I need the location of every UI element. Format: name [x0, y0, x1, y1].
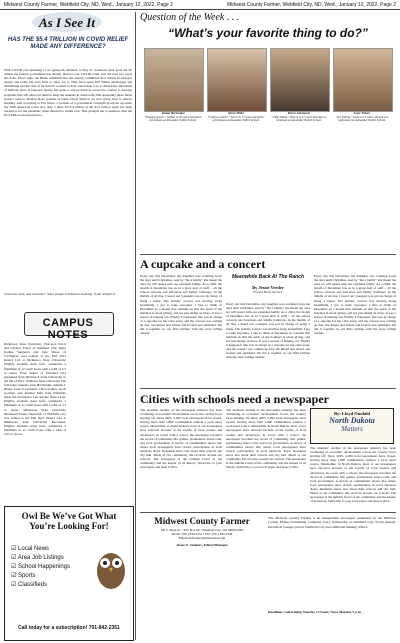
ad-title: Owl Be We’ve Got What You’re Looking For! [21, 511, 117, 531]
masthead-blurb: The Midwest County Farmer is an independent newspaper published by the Midwest County Farmer Publishing Company every Wednesday at Webfield City, North Dakota. Periodical postage paid at Webfield City and additional mailing offices. [268, 516, 396, 529]
question-of-week [140, 12, 396, 252]
header-right: Midwest County Farmer, Webfield City, ND, Wed., January 12, 2022, Page 2 [227, 2, 396, 8]
campus-notes-banner [4, 310, 132, 341]
logo-sub: Matters [341, 425, 363, 433]
editorial-footer: Until next week, and remember: Some people will believe anything, if you whisper it. [4, 292, 116, 296]
question-kicker: Question of the Week . . . [140, 12, 240, 23]
editorial-headline: HAS THE $5.4 TRILLION IN COVID RELIEF MADE ANY DIFFERENCE? [7, 37, 129, 50]
caption-1: Jordan Hernandez “Playing sports.” Jordan is 18 years old and is a freshman at Alexander Public School. [144, 112, 202, 123]
column-body-1: Every day this December, my daughter was counting down the days until Christmas. And by “the a family” she meant the ones we will spend with our extended family. As a child, the month of December has us in a great deal of stuff – all the school concerts and functions and family traditions. In the middle of all that, I heard our youngest was put in charge of being a baker. The holiday concert was moving along beautifully. I got to bake cupcakes. I like to think of December as a month that reminds us that the spirit of the holidays is about giving, and not just taking on more. It was a season of helping out. Finally it happened. She was in charge of a cupcake for her class party, and the concert was coming up fast. We mixed and stirred and frosted and sprinkled. We did it together, in our little kitchen with the snow falling outside. [140, 274, 222, 336]
column-divider [135, 12, 136, 640]
question-title: “What’s your favorite thing to do?” [168, 26, 368, 40]
column-body-3: Every day this December, my daughter was counting down the days until Christmas. And by “the a family” she meant the ones we will spend with our extended family. As a child, the month of December has us in a great deal of stuff – all the school concerts and functions and family traditions. In the middle of all that, I heard our youngest was put in charge of being a baker. The holiday concert was moving along beautifully. I got to bake cupcakes. I like to think of December as a month that reminds us that the spirit of the holidays is about giving, and not just taking on more. It was a season of helping out. Finally it happened. She was in charge of a cupcake for her class party, and the concert was coming up fast. We mixed and stirred and frosted and sprinkled. We did it together, in our little kitchen with the snow falling outside. [314, 274, 396, 336]
logo-title: North Dakota [329, 416, 375, 425]
photo-3 [270, 48, 330, 112]
subscription-ad [4, 506, 134, 641]
ad-item: ☑ Local News [11, 546, 50, 552]
owl-icon [93, 543, 129, 593]
ad-footer: Call today for a subscription! 701-842-2351 [18, 625, 120, 631]
campus-notes-body-2 [70, 342, 132, 502]
photo-4 [333, 48, 393, 112]
page-header [0, 0, 400, 10]
masthead-address: 126 S. Main St. • P.O. Box 89 • Webfield City, ND 58854-0097 [160, 528, 244, 532]
masthead-box [140, 516, 264, 636]
column-byline [226, 274, 310, 294]
ad-item: ☑ Sports [11, 573, 36, 579]
cities-headline: Cities with schools need a newspaper [140, 392, 330, 406]
column-body-2: Every day this December, my daughter was counting down the days until Christmas. And by “the a family” she meant the ones we will spend with our extended family. As a child, the month of December has us in a great deal of stuff – all the school concerts and functions and family traditions. In the middle of all that, I heard our youngest was put in charge of being a baker. The holiday concert was moving along beautifully. I got to bake cupcakes. I like to think of December as a month that reminds us that the spirit of the holidays is about giving, and not just taking on more. It was a season of helping out. Finally it happened. She was in charge of a cupcake for her class party, and the concert was coming up fast. We mixed and stirred and frosted and sprinkled. We did it together, in our little kitchen with the snow falling outside. [226, 302, 310, 360]
masthead-phone: Phone: (701) 842-2351 • Fax: (701) 842-4346 [171, 532, 233, 536]
header-left: Midwest County Farmer, Webfield City, ND, Wed., January 12, 2022, Page 2 [4, 2, 173, 8]
caption-3: Kierra Johannsen “I like hiking.” Kierra is 15 years old and is a freshman at Alexander Public School. [271, 112, 327, 123]
caption-2: Sierra Miller “Listen to music.” Sierra is 17 years old and is a freshman at Alexander Public School. [207, 112, 265, 123]
campus-notes-title: CAMPUS NOTES [42, 317, 94, 341]
photo-2 [207, 48, 267, 112]
ad-list [11, 545, 95, 590]
cities-byline: By: Lloyd Omdahl [333, 411, 370, 416]
byline-title: Meanwhile Back At The Ranch [231, 274, 305, 280]
cities-body-3: The dramatic decline of the newspaper industry has been continuing as economic development across the country faces holding off. Since 2005, 2,200 local newspapers have closed, leaving more than 1,800 communities without a local news source. Meanwhile, in North Dakota, most of our newspapers have survived because of the loyalty of local readers and advertisers. In towns with a school, the newspaper becomes the record of community life: games, graduations, honor rolls, and local government. A survey of communities shows that where local newspapers have closed, participation in local elections drops. Residents know less about their schools and city hall. Much of our community life revolves around our schools. The newspaper is the bulletin board of the community and the keeper of its history. Subscribe to your local paper and keep it alive. [310, 446, 396, 504]
masthead-staff: Jessie N. Sanders, Editor/Manager [176, 543, 228, 547]
masthead-deadline: Deadlines: Advertising Tuesday 12 Noon; News Monday 5 p.m. [268, 610, 362, 614]
photo-1 [144, 48, 204, 112]
editorial-body: With COVID rate upticking to its spring-ish numbers, it may be wondered what good the $5 trillion the federal government has already plowed over COVID relief over the past two years has done. That’s right, the Biden administration has already committed $5.4 trillion in taxpayer money and really has very little to show for it. They have spent $70 billion developing and distributing test kits that as far haven’t worked to have found their way to Americans. Hundreds of millions more in taxpayer money has gone to school districts across the country to develop programs that will allow for them to keep the students in classrooms. But apparently those funds weren’t used to develop those systems as some school districts are now going back to remote learning. And according to Fox News, a website of a government oversight group set up under the 2020 American Cares Act, only a mere $155.4 billion of the $5.4 trillion spent has been tracked as for the pandemic when directed to health care. That prompts me to question what the $5.4 trillion was invested in... [4, 68, 132, 118]
caption-4: Isaac Wilson “Ice fishing.” Isaac is 15 years old and is a sophomore at Alexander Public School. [335, 112, 389, 123]
masthead-email: Email: mcfarmer@midwestnd.com [178, 536, 226, 540]
ad-item: ☑ School Happenings [11, 564, 71, 570]
editorial-kicker: As I See It [39, 15, 95, 30]
editorial-kicker-box [4, 12, 132, 34]
byline-sub: Forum News Service [253, 290, 283, 294]
divider-line [140, 388, 396, 389]
divider-line [140, 512, 396, 513]
ad-item: ☑ Area Job Listings [11, 555, 64, 561]
ad-item: ☑ Classifieds [11, 582, 48, 588]
campus-notes-body-1: Dickinson State University Princeton Davis and Lindsay Potter of Webfield City, Riley Kadlee Vanguard and Jade Wiese of Carrington were named to the Fall 2021 Dean’s List at Dickinson State University. Eligible students must have completed a minimum of 12 credit hours with a GPA of 3.5 or better. Evan Peltier of Webfield City graduated from Dickinson State University in the fall of 2021. Williston State University The following students from Hatchridge, Amelia J. Burke, Josie Jo Gerhardt, Chloe Soulier, Jacob Gorham, and Jennifer Pahl from Webfield, made the President’s List and the Dean’s List. Eligible students must have completed a minimum of 12 credit hours with a GPA of 3.5 or better. Minnesota State University Moorhead Tanner Skartvedt of Webfield City was named to the Fall 2021 Dean’s List at Minnesota State University Moorhead. Eligible students must have completed a minimum of 12 credit hours with a GPA of 3.25 or above. [4, 342, 66, 437]
cities-body-2: The dramatic decline of the newspaper industry has been continuing as economic development across the country faces holding off. Since 2005, 2,200 local newspapers have closed, leaving more than 1,800 communities without a local news source. Meanwhile, in North Dakota, most of our newspapers have survived because of the loyalty of local readers and advertisers. In towns with a school, the newspaper becomes the record of community life: games, graduations, honor rolls, and local government. A survey of communities shows that where local newspapers have closed, participation in local elections drops. Residents know less about their schools and city hall. Much of our community life revolves around our schools. The newspaper is the bulletin board of the community and the keeper of its history. Subscribe to your local paper and keep it alive. [226, 408, 306, 470]
divider-line [140, 254, 396, 255]
nd-matters-logo [310, 408, 394, 444]
byline-author: By Jessie Veeder [252, 285, 284, 290]
masthead-title: Midwest County Farmer [154, 516, 250, 526]
cities-body-1: The dramatic decline of the newspaper industry has been continuing as economic development across the country faces holding off. Since 2005, 2,200 local newspapers have closed, leaving more than 1,800 communities without a local news source. Meanwhile, in North Dakota, most of our newspapers have survived because of the loyalty of local readers and advertisers. In towns with a school, the newspaper becomes the record of community life: games, graduations, honor rolls, and local government. A survey of communities shows that where local newspapers have closed, participation in local elections drops. Residents know less about their schools and city hall. Much of our community life revolves around our schools. The newspaper is the bulletin board of the community and the keeper of its history. Subscribe to your local paper and keep it alive. [140, 408, 222, 470]
column-headline: A cupcake and a concert [140, 257, 266, 271]
